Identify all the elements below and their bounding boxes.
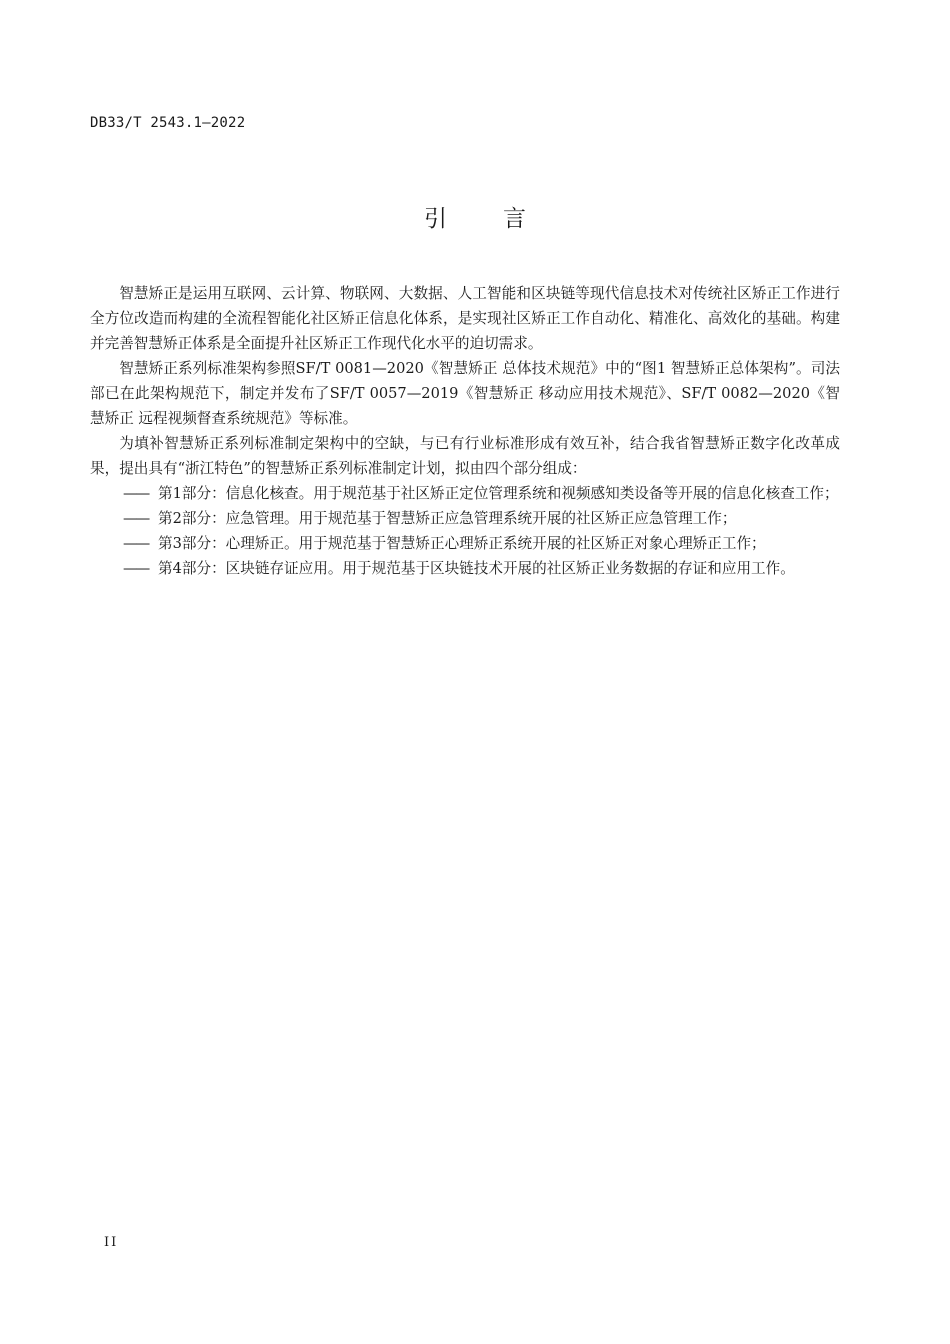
list-dash: ——: [123, 535, 149, 552]
list-dash: ——: [123, 560, 149, 577]
paragraph-architecture: 智慧矫正系列标准架构参照SF/T 0081—2020《智慧矫正 总体技术规范》中的“图1 智慧矫正总体架构”。司法部已在此架构规范下，制定并发布了SF/T 0057—2019《智慧矫正 移动应用技术规范》、SF/T 0082—2020《智慧矫正 远程视频督查系统规范》等标准。: [90, 360, 840, 427]
list-item: [90, 506, 840, 531]
paragraph-intro: 智慧矫正是运用互联网、云计算、物联网、大数据、人工智能和区块链等现代信息技术对传统社区矫正工作进行全方位改造而构建的全流程智能化社区矫正信息化体系，是实现社区矫正工作自动化、精准化、高效化的基础。构建并完善智慧矫正体系是全面提升社区矫正工作现代化水平的迫切需求。: [90, 285, 840, 352]
paragraph-plan: 为填补智慧矫正系列标准制定架构中的空缺，与已有行业标准形成有效互补，结合我省智慧矫正数字化改革成果，提出具有“浙江特色”的智慧矫正系列标准制定计划，拟由四个部分组成：: [90, 435, 840, 477]
list-item-text: 第3部分：心理矫正。用于规范基于智慧矫正心理矫正系统开展的社区矫正对象心理矫正工作；: [158, 535, 766, 552]
section-title: 引言: [424, 206, 582, 232]
list-dash: ——: [123, 510, 149, 527]
document-code: DB33/T 2543.1—2022: [90, 115, 246, 131]
list-item-text: 第2部分：应急管理。用于规范基于智慧矫正应急管理系统开展的社区矫正应急管理工作；: [158, 510, 737, 527]
list-item: [90, 531, 840, 556]
main-content: [90, 281, 840, 581]
parts-list: [90, 481, 840, 581]
list-dash: ——: [123, 485, 149, 502]
list-item-text: 第4部分：区块链存证应用。用于规范基于区块链技术开展的社区矫正业务数据的存证和应用工作。: [158, 560, 795, 577]
page-number: II: [104, 1235, 119, 1250]
list-item: [90, 556, 840, 581]
list-item-text: 第1部分：信息化核查。用于规范基于社区矫正定位管理系统和视频感知类设备等开展的信息化核查工作；: [158, 485, 839, 502]
list-item: [90, 481, 840, 506]
